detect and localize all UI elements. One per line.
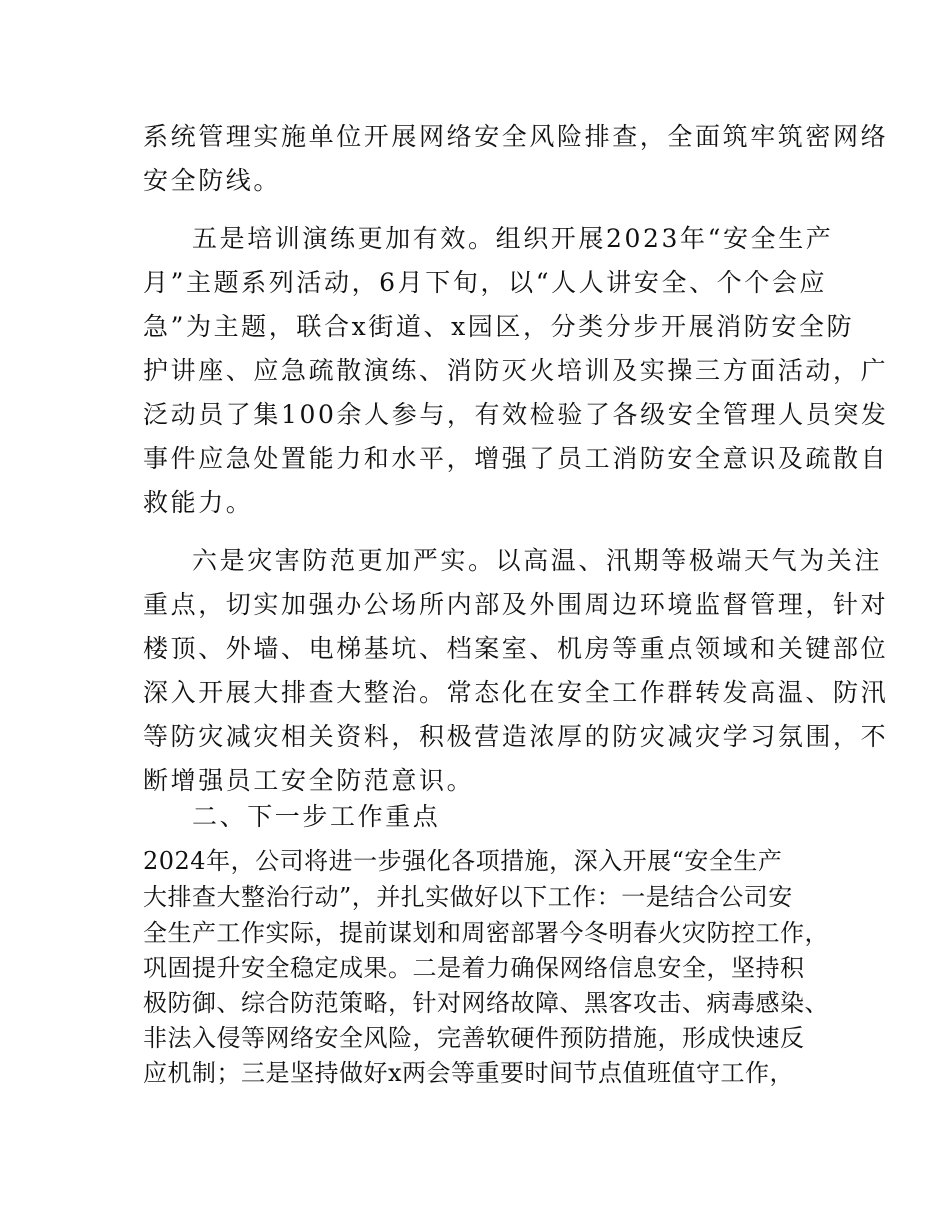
text-line: 深入开展大排查大整治。常态化在安全工作群转发高温、防汛 (143, 678, 889, 707)
text-line: 断增强员工安全防范意识。 (143, 766, 475, 795)
text-line: 重点，切实加强办公场所内部及外围周边环境监督管理，针对 (143, 590, 889, 619)
text-line: 护讲座、应急疏散演练、消防灭火培训及实操三方面活动，广 (143, 356, 889, 385)
text-line: 泛动员了集100余人参与，有效检验了各级安全管理人员突发 (143, 400, 889, 429)
text-line: 极防御、综合防范策略，针对网络故障、黑客攻击、病毒感染、 (143, 989, 829, 1017)
text-line: 应机制；三是坚持做好x两会等重要时间节点值班值守工作， (143, 1059, 795, 1087)
section-heading: 二、下一步工作重点 (192, 802, 441, 831)
text-line: 楼顶、外墙、电梯基坑、档案室、机房等重点领域和关键部位 (143, 634, 889, 663)
text-line: 事件应急处置能力和水平，增强了员工消防安全意识及疏散自 (143, 444, 889, 473)
paragraph-start-line: 六是灾害防范更加严实。以高温、汛期等极端天气为关注 (192, 546, 883, 575)
text-line: 救能力。 (143, 488, 254, 517)
text-line: 巩固提升安全稳定成果。二是着力确保网络信息安全，坚持积 (143, 954, 805, 982)
text-line: 急”为主题，联合x街道、x园区，分类分步开展消防安全防 (143, 312, 855, 341)
text-line: 系统管理实施单位开展网络安全风险排查，全面筑牢筑密网络 (143, 122, 889, 151)
text-line: 等防灾减灾相关资料，积极营造浓厚的防灾减灾学习氛围，不 (143, 722, 889, 751)
text-line: 非法入侵等网络安全风险，完善软硬件预防措施，形成快速反 (143, 1024, 805, 1052)
text-line: 2024年，公司将进一步强化各项措施，深入开展“安全生产 (143, 847, 783, 875)
text-line: 全生产工作实际，提前谋划和周密部署今冬明春火灾防控工作， (143, 919, 829, 947)
text-line: 安全防线。 (143, 166, 282, 195)
paragraph-start-line: 五是培训演练更加有效。组织开展2023年“安全生产 (192, 224, 834, 253)
text-line: 大排查大整治行动”，并扎实做好以下工作：一是结合公司安 (143, 883, 793, 911)
text-line: 月”主题系列活动，6月下旬，以“人人讲安全、个个会应 (143, 268, 828, 297)
